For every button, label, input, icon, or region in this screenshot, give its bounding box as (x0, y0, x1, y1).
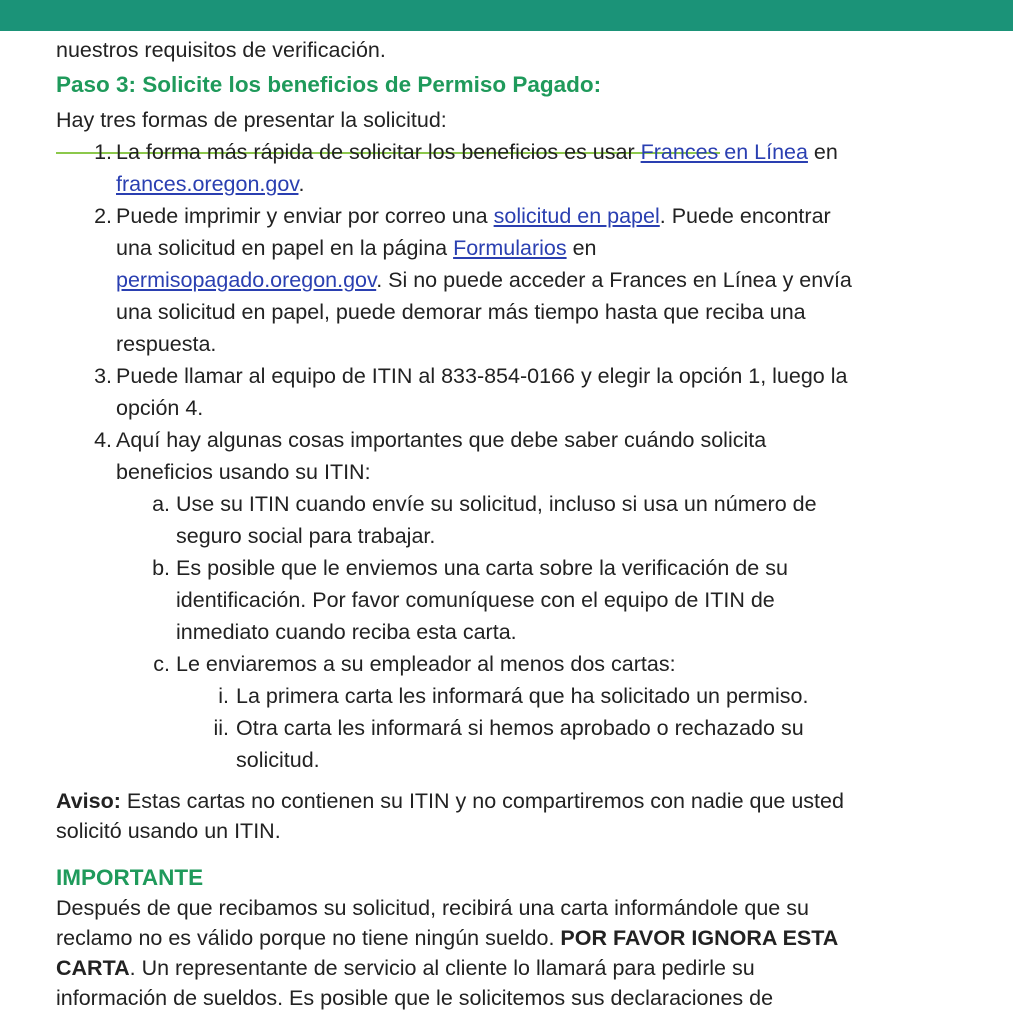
step-text: . (298, 172, 305, 196)
important-text: reclamo no es válido porque no tiene ningún sueldo. (56, 926, 561, 950)
list-item-step-1 (56, 136, 956, 200)
list-item-step-3 (56, 360, 956, 424)
notice-text: solicitó usando un ITIN. (56, 819, 281, 843)
step-text: Puede llamar al equipo de ITIN al 833-854-0166 y elegir la opción 1, luego la (116, 364, 848, 388)
section-heading: Paso 3: Solicite los beneficios de Permiso Pagado: (56, 72, 602, 97)
step-text: beneficios usando su ITIN: (116, 460, 371, 484)
list-item-step-4 (56, 424, 956, 488)
sub-item-label: c. (153, 652, 170, 676)
sub-item-text: Use su ITIN cuando envíe su solicitud, incluso si usa un número de (176, 492, 817, 516)
notice-text: Estas cartas no contienen su ITIN y no compartiremos con nadie que usted (120, 789, 844, 813)
sub-item-text: Le enviaremos a su empleador al menos dos cartas: (176, 652, 676, 676)
sub-sub-item-text: La primera carta les informará que ha solicitado un permiso. (236, 684, 809, 708)
important-text: Después de que recibamos su solicitud, recibirá una carta informándole que su (56, 896, 809, 920)
sub-item-text: Es posible que le enviemos una carta sobre la verificación de su (176, 556, 788, 580)
list-item-step-4a (56, 488, 956, 552)
list-item-step-4c-i (56, 680, 956, 712)
important-emphasis: POR FAVOR IGNORA ESTA (560, 926, 839, 950)
sub-sub-item-label: ii. (213, 716, 229, 740)
sub-item-label: b. (152, 556, 170, 580)
step-text: en (566, 236, 597, 260)
frances-en-linea-link[interactable]: Frances en Línea (640, 140, 808, 164)
step-text: respuesta. (116, 332, 217, 356)
list-item-step-2 (56, 200, 956, 360)
important-emphasis: CARTA (56, 956, 130, 980)
step-text: Puede imprimir y enviar por correo una (116, 204, 494, 228)
important-text: información de sueldos. Es posible que le solicitemos sus declaraciones de (56, 986, 774, 1010)
frances-oregon-gov-link[interactable]: frances.oregon.gov (116, 172, 299, 196)
sub-item-label: a. (152, 492, 170, 516)
important-paragraph (56, 893, 956, 1013)
section-lead: Hay tres formas de presentar la solicitud: (56, 108, 447, 132)
step-text: La forma más rápida de solicitar los beneficios es usar (116, 140, 641, 164)
intro-fragment: nuestros requisitos de verificación. (56, 38, 386, 62)
sub-sub-item-text: Otra carta les informará si hemos aprobado o rechazado su (236, 716, 804, 740)
sub-item-text: seguro social para trabajar. (176, 524, 436, 548)
list-item-step-4c-ii (56, 712, 956, 776)
header-accent-bar (0, 0, 1013, 31)
notice-label: Aviso: (56, 789, 121, 813)
sub-item-text: inmediato cuando reciba esta carta. (176, 620, 517, 644)
document-body (56, 34, 956, 1013)
step-text: Aquí hay algunas cosas importantes que debe saber cuándo solicita (116, 428, 767, 452)
step-text: en (807, 140, 838, 164)
important-heading: IMPORTANTE (56, 865, 204, 890)
permisopagado-oregon-gov-link[interactable]: permisopagado.oregon.gov (116, 268, 377, 292)
step-number: 4. (94, 428, 112, 452)
step-text: . Si no puede acceder a Frances en Línea y envía (376, 268, 852, 292)
sub-sub-item-text: solicitud. (236, 748, 320, 772)
step-number: 2. (94, 204, 112, 228)
step-number: 3. (94, 364, 112, 388)
formularios-link[interactable]: Formularios (453, 236, 567, 260)
list-item-step-4c (56, 648, 956, 680)
notice-paragraph (56, 786, 956, 846)
sub-item-text: identificación. Por favor comuníquese con el equipo de ITIN de (176, 588, 775, 612)
important-text: . Un representante de servicio al cliente lo llamará para pedirle su (129, 956, 755, 980)
step-text: opción 4. (116, 396, 204, 420)
step-number: 1. (94, 140, 112, 164)
sub-sub-item-label: i. (218, 684, 229, 708)
step-text: . Puede encontrar (659, 204, 831, 228)
step-text: una solicitud en papel en la página (116, 236, 454, 260)
step-text: una solicitud en papel, puede demorar más tiempo hasta que reciba una (116, 300, 806, 324)
list-item-step-4b (56, 552, 956, 648)
solicitud-en-papel-link[interactable]: solicitud en papel (493, 204, 660, 228)
